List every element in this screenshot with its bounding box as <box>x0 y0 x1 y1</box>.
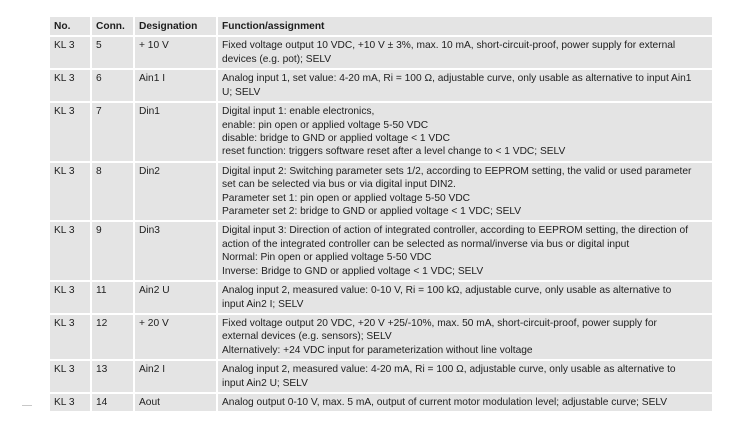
cell-conn: 14 <box>90 394 133 411</box>
cell-designation: Din3 <box>133 222 216 280</box>
table-row <box>50 315 712 359</box>
function-line: input Ain2 I; SELV <box>222 298 304 310</box>
cell-no: KL 3 <box>50 103 90 161</box>
connection-table <box>50 15 712 413</box>
cell-function <box>216 361 712 392</box>
function-line: Digital input 3: Direction of action of integrated controller, according to EEPROM setting, the direction of <box>222 225 689 237</box>
table-row <box>50 103 712 161</box>
cell-conn: 12 <box>90 315 133 359</box>
cell-designation: Aout <box>133 394 216 411</box>
cell-no: KL 3 <box>50 282 90 313</box>
cell-designation: Din1 <box>133 103 216 161</box>
function-line: Fixed voltage output 20 VDC, +20 V +25/-10%, max. 50 mA, short-circuit-proof, power supply for <box>222 317 657 329</box>
cell-no: KL 3 <box>50 315 90 359</box>
cell-designation: Ain1 I <box>133 70 216 101</box>
cell-designation: Ain2 U <box>133 282 216 313</box>
function-line: Parameter set 1: pin open or applied voltage 5-50 VDC <box>222 192 471 204</box>
function-line: disable: bridge to GND or applied voltage < 1 VDC <box>222 133 450 145</box>
cell-function <box>216 315 712 359</box>
cell-no: KL 3 <box>50 222 90 280</box>
cell-function <box>216 103 712 161</box>
table-row <box>50 70 712 101</box>
margin-mark <box>22 405 32 406</box>
cell-conn: 9 <box>90 222 133 280</box>
cell-function <box>216 282 712 313</box>
header-designation: Designation <box>133 17 216 35</box>
cell-conn: 6 <box>90 70 133 101</box>
function-line: Analog output 0-10 V, max. 5 mA, output of current motor modulation level; adjustable curve; SELV <box>222 396 668 408</box>
cell-conn: 11 <box>90 282 133 313</box>
function-line: Alternatively: +24 VDC input for parameterization without line voltage <box>222 344 533 356</box>
table-row <box>50 282 712 313</box>
cell-designation: Din2 <box>133 163 216 221</box>
cell-function <box>216 394 712 411</box>
cell-no: KL 3 <box>50 394 90 411</box>
cell-designation: + 20 V <box>133 315 216 359</box>
cell-function <box>216 37 712 68</box>
cell-function <box>216 70 712 101</box>
function-line: Fixed voltage output 10 VDC, +10 V ± 3%, max. 10 mA, short-circuit-proof, power supply for external <box>222 40 676 52</box>
cell-conn: 7 <box>90 103 133 161</box>
table-row <box>50 394 712 411</box>
function-line: U; SELV <box>222 86 261 98</box>
table-header-row <box>50 17 712 35</box>
function-line: Inverse: Bridge to GND or applied voltage < 1 VDC; SELV <box>222 265 484 277</box>
function-line: Analog input 1, set value: 4-20 mA, Ri = 100 Ω, adjustable curve, only usable as alternative to input Ain1 <box>222 73 692 85</box>
function-line: Parameter set 2: bridge to GND or applied voltage < 1 VDC; SELV <box>222 206 522 218</box>
header-no: No. <box>50 17 90 35</box>
function-line: Digital input 2: Switching parameter sets 1/2, according to EEPROM setting, the valid or used parameter <box>222 165 692 177</box>
cell-conn: 5 <box>90 37 133 68</box>
cell-conn: 13 <box>90 361 133 392</box>
function-line: external devices (e.g. sensors); SELV <box>222 331 392 343</box>
function-line: Analog input 2, measured value: 4-20 mA, Ri = 100 Ω, adjustable curve, only usable as alternative to <box>222 364 676 376</box>
table-row <box>50 37 712 68</box>
table-row <box>50 163 712 221</box>
function-line: Digital input 1: enable electronics, <box>222 106 375 118</box>
cell-no: KL 3 <box>50 163 90 221</box>
cell-designation: + 10 V <box>133 37 216 68</box>
header-conn: Conn. <box>90 17 133 35</box>
cell-no: KL 3 <box>50 70 90 101</box>
function-line: Normal: Pin open or applied voltage 5-50 VDC <box>222 252 432 264</box>
function-line: reset function: triggers software reset after a level change to < 1 VDC; SELV <box>222 146 566 158</box>
function-line: devices (e.g. pot); SELV <box>222 53 332 65</box>
cell-function <box>216 163 712 221</box>
cell-no: KL 3 <box>50 361 90 392</box>
table-row <box>50 222 712 280</box>
cell-function <box>216 222 712 280</box>
function-line: enable: pin open or applied voltage 5-50 VDC <box>222 119 429 131</box>
cell-conn: 8 <box>90 163 133 221</box>
cell-no: KL 3 <box>50 37 90 68</box>
header-function: Function/assignment <box>216 17 712 35</box>
function-line: set can be selected via bus or via digital input DIN2. <box>222 179 456 191</box>
function-line: input Ain2 U; SELV <box>222 377 308 389</box>
function-line: Analog input 2, measured value: 0-10 V, Ri = 100 kΩ, adjustable curve, only usable as alternative to <box>222 285 672 297</box>
table-row <box>50 361 712 392</box>
cell-designation: Ain2 I <box>133 361 216 392</box>
function-line: action of the integrated controller can be selected as normal/inverse via bus or digital input <box>222 238 630 250</box>
